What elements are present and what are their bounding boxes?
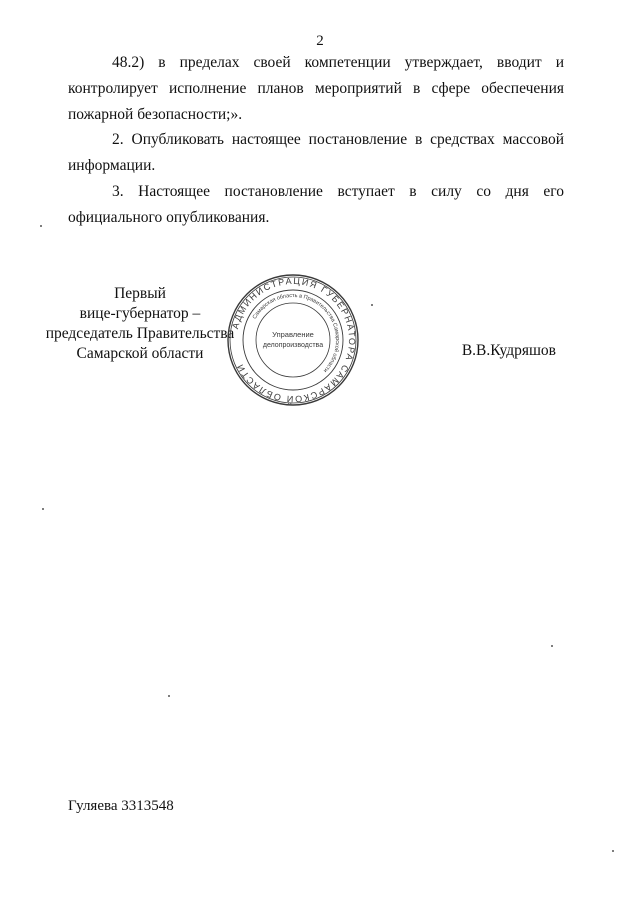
scan-speck <box>371 304 373 306</box>
stamp-center-line: делопроизводства <box>262 342 324 349</box>
stamp-center-line: Управление <box>272 330 314 339</box>
signatory-title-line: Самарской области <box>76 345 204 362</box>
signer-name: В.В.Кудряшов <box>461 342 556 359</box>
signatory-title-line: вице-губернатор – <box>79 305 201 322</box>
scan-speck <box>612 850 614 852</box>
signatory-title-line: Первый <box>114 285 166 302</box>
scan-speck <box>551 645 553 647</box>
stamp-inner-ring-text: Самарская область в Правительства Самарской области <box>251 292 341 374</box>
scan-speck <box>40 225 42 227</box>
signatory-title-line: председатель Правительства <box>45 325 235 342</box>
scan-speck <box>42 508 44 510</box>
signatory-title <box>40 284 240 364</box>
page-number: 2 <box>316 33 324 49</box>
executor-contact: Гуляева 3313548 <box>68 798 174 814</box>
paragraph-publish: 2. Опубликовать настоящее постановление в средствах массовой информации. <box>68 131 564 174</box>
paragraph-effective-date: 3. Настоящее постановление вступает в силу со дня его официального опубликования. <box>68 183 564 226</box>
paragraph-48-2: 48.2) в пределах своей компетенции утверждает, вводит и контролирует исполнение планов мероприятий в сфере обеспечения пожарной безопасности;». <box>68 54 564 123</box>
scan-speck <box>168 695 170 697</box>
stamp-outer-text: АДМИНИСТРАЦИЯ ГУБЕРНАТОРА САМАРСКОЙ ОБЛАСТИ <box>230 275 358 405</box>
official-stamp <box>226 273 360 407</box>
